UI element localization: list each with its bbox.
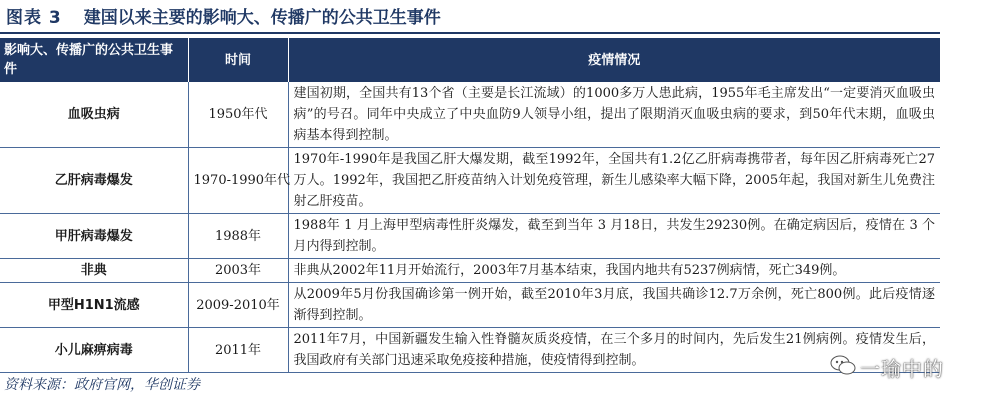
table-row <box>0 148 940 214</box>
event-time: 2009-2010年 <box>188 283 288 328</box>
event-name: 小儿麻痹病毒 <box>0 328 188 373</box>
table-row <box>0 82 940 148</box>
event-time: 2003年 <box>188 259 288 283</box>
table-header-row <box>0 38 940 82</box>
column-header-situation: 疫情情况 <box>288 38 940 82</box>
source-note: 资料来源：政府官网，华创证券 <box>4 377 200 393</box>
event-time: 1950年代 <box>188 82 288 148</box>
event-time: 1988年 <box>188 214 288 259</box>
event-description: 非典从2002年11月开始流行，2003年7月基本结束，我国内地共有5237例病情，死亡349例。 <box>288 259 940 283</box>
event-description: 1970年-1990年是我国乙肝大爆发期，截至1992年，全国共有1.2亿乙肝病毒携带者，每年因乙肝病毒死亡27万人。1992年，我国把乙肝疫苗纳入计划免疫管理，新生儿感染率大幅下降，2005年起，我国对新生儿免费注射乙肝疫苗。 <box>288 148 940 214</box>
wechat-icon <box>830 354 856 381</box>
table-row <box>0 283 940 328</box>
table-row <box>0 328 940 373</box>
event-description: 建国初期，全国共有13个省（主要是长江流域）的1000多万人患此病，1955年毛主席发出“一定要消灭血吸虫病”的号召。同年中央成立了中央血防9人领导小组，提出了限期消灭血吸虫病的要求，到50年代末期，血吸虫病基本得到控制。 <box>288 82 940 148</box>
event-name: 甲型H1N1流感 <box>0 283 188 328</box>
table-row <box>0 259 940 283</box>
event-time: 1970-1990年代 <box>188 148 288 214</box>
event-name: 血吸虫病 <box>0 82 188 148</box>
title-rule <box>0 32 940 34</box>
event-description: 2011年7月，中国新疆发生输入性脊髓灰质炎疫情，在三个多月的时间内，先后发生21例病例。疫情发生后，我国政府有关部门迅速采取免疫接种措施，使疫情得到控制。 <box>288 328 940 373</box>
figure-label: 图表 3 <box>6 7 62 28</box>
figure-caption: 建国以来主要的影响大、传播广的公共卫生事件 <box>83 7 441 28</box>
events-table <box>0 38 940 373</box>
event-description: 从2009年5月份我国确诊第一例开始，截至2010年3月底，我国共确诊12.7万余例，死亡800例。此后疫情逐渐得到控制。 <box>288 283 940 328</box>
event-description: 1988年 1 月上海甲型病毒性肝炎爆发，截至到当年 3 月18日，共发生29230例。在确定病因后，疫情在 3 个月内得到控制。 <box>288 214 940 259</box>
watermark <box>830 352 944 382</box>
event-time: 2011年 <box>188 328 288 373</box>
figure-title <box>6 0 936 30</box>
column-header-event: 影响大、传播广的公共卫生事件 <box>0 38 188 82</box>
event-name: 乙肝病毒爆发 <box>0 148 188 214</box>
event-name: 非典 <box>0 259 188 283</box>
table-row <box>0 214 940 259</box>
column-header-time: 时间 <box>188 38 288 82</box>
watermark-text: 一瑜中的 <box>860 356 944 381</box>
event-name: 甲肝病毒爆发 <box>0 214 188 259</box>
